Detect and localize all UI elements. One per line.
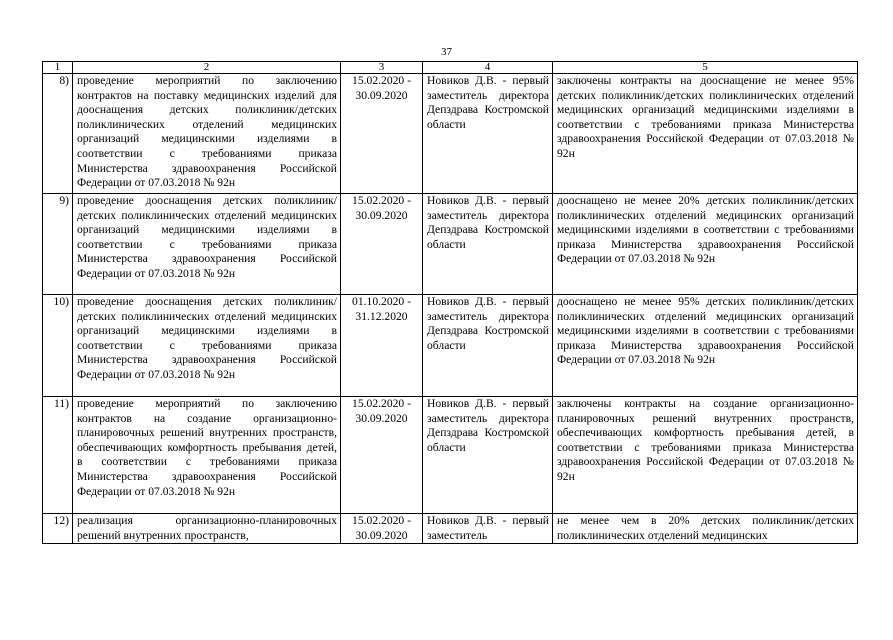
dates-cell: 15.02.2020 - 30.09.2020 [341,194,423,295]
row-number: 9) [43,194,73,295]
responsible-cell: Новиков Д.В. - первый заместитель директора Депздрава Костромской области [423,397,553,514]
table-row [43,514,858,544]
result-cell: дооснащено не менее 20% детских поликлиник/детских поликлинических отделений медицинских организаций медицинскими изделиями в соответствии с требованиями приказа Министерства здравоохранения Российской Федерации от 07.03.2018 № 92н [553,194,858,295]
responsible-cell: Новиков Д.В. - первый заместитель директора Депздрава Костромской области [423,74,553,194]
responsible-cell: Новиков Д.В. - первый заместитель директора Депздрава Костромской области [423,295,553,397]
activity-cell: проведение дооснащения детских поликлиник/детских поликлинических отделений медицинских организаций медицинскими изделиями в соответствии с требованиями приказа Министерства здравоохранения Российской Федерации от 07.03.2018 № 92н [73,194,341,295]
dates-cell: 15.02.2020 - 30.09.2020 [341,514,423,544]
result-cell: заключены контракты на дооснащение не менее 95% детских поликлиник/детских поликлинических отделений медицинских организаций медицинскими изделиями в соответствии с требованиями приказа Министерства здравоохранения Российской Федерации от 07.03.2018 № 92н [553,74,858,194]
table-row [43,397,858,514]
row-number: 12) [43,514,73,544]
column-header: 3 [341,62,423,74]
row-number: 10) [43,295,73,397]
page-number: 37 [441,46,452,58]
table-row [43,74,858,194]
responsible-cell: Новиков Д.В. - первый заместитель директора Депздрава Костромской области [423,194,553,295]
row-number: 11) [43,397,73,514]
activity-cell: проведение дооснащения детских поликлиник/детских поликлинических отделений медицинских организаций медицинскими изделиями в соответствии с требованиями приказа Министерства здравоохранения Российской Федерации от 07.03.2018 № 92н [73,295,341,397]
table-header-row [43,62,858,74]
result-cell: не менее чем в 20% детских поликлиник/детских поликлинических отделений медицинских [553,514,858,544]
column-header: 4 [423,62,553,74]
dates-cell: 15.02.2020 - 30.09.2020 [341,397,423,514]
column-header: 1 [43,62,73,74]
dates-cell: 15.02.2020 - 30.09.2020 [341,74,423,194]
column-header: 5 [553,62,858,74]
result-cell: заключены контракты на создание организационно-планировочных решений внутренних пространств, обеспечивающих комфортность пребывания детей, в соответствии с требованиями приказа Министерства здравоохранения Российской Федерации от 07.03.2018 № 92н [553,397,858,514]
dates-cell: 01.10.2020 - 31.12.2020 [341,295,423,397]
activity-cell: реализация организационно-планировочных решений внутренних пространств, [73,514,341,544]
table-row [43,295,858,397]
result-cell: дооснащено не менее 95% детских поликлиник/детских поликлинических отделений медицинских организаций медицинскими изделиями в соответствии с требованиями приказа Министерства здравоохранения Российской Федерации от 07.03.2018 № 92н [553,295,858,397]
responsible-cell: Новиков Д.В. - первый заместитель [423,514,553,544]
activities-table [42,61,858,544]
column-header: 2 [73,62,341,74]
table-row [43,194,858,295]
activity-cell: проведение мероприятий по заключению контрактов на поставку медицинских изделий для дооснащения детских поликлиник/детских поликлинических отделений медицинских организаций медицинскими изделиями в соответствии с требованиями приказа Министерства здравоохранения Российской Федерации от 07.03.2018 № 92н [73,74,341,194]
row-number: 8) [43,74,73,194]
activity-cell: проведение мероприятий по заключению контрактов на создание организационно-планировочных решений внутренних пространств, обеспечивающих комфортность пребывания детей, в соответствии с требованиями приказа Министерства здравоохранения Российской Федерации от 07.03.2018 № 92н [73,397,341,514]
